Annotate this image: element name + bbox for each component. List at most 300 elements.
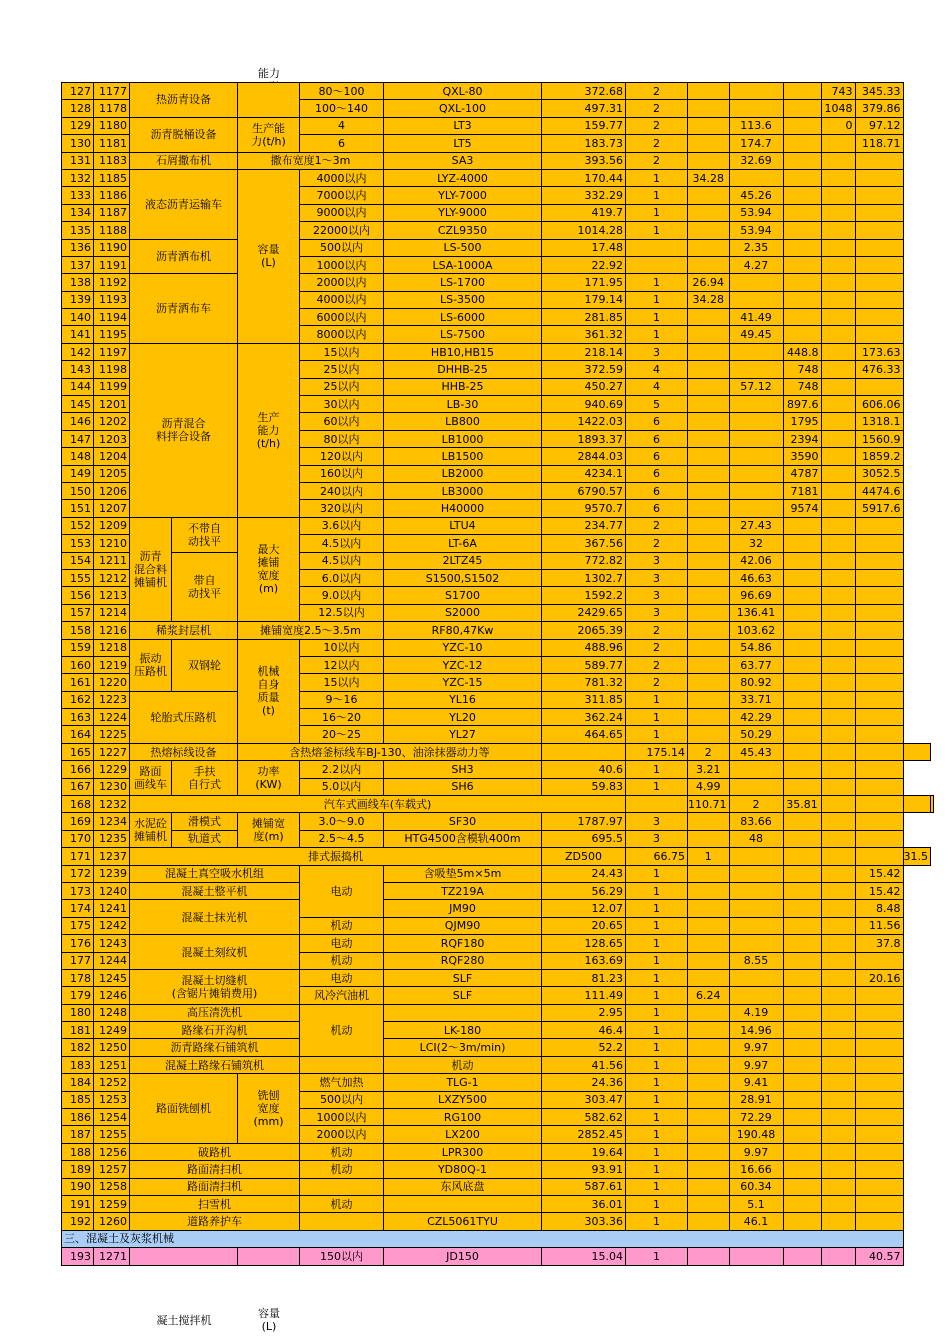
- value-c3: [783, 1004, 821, 1021]
- model-cell: TLG-1: [384, 1074, 542, 1091]
- value-c4: [821, 1161, 855, 1178]
- value-c1: [688, 465, 730, 482]
- value-c1: [688, 604, 730, 621]
- value-c3: 9574: [783, 500, 821, 517]
- count-cell: 1: [626, 326, 688, 343]
- spec-cell: 25以内: [300, 378, 384, 395]
- value-c1: [688, 552, 730, 569]
- value-c2: 28.91: [729, 1091, 783, 1108]
- spec-cell: [300, 1056, 384, 1073]
- row-seq: 167: [62, 778, 94, 795]
- value-c1: [688, 326, 730, 343]
- value-c3: 7181: [783, 482, 821, 499]
- value-c5: 118.71: [855, 135, 903, 152]
- price-cell: 2844.03: [542, 448, 626, 465]
- value-c2: 42.29: [729, 709, 783, 726]
- row-seq: 191: [62, 1196, 94, 1213]
- spec-cell: 120以内: [300, 448, 384, 465]
- row-seq: 159: [62, 639, 94, 656]
- category-vacuum: 混凝土真空吸水机组: [130, 865, 300, 882]
- value-c2: [729, 778, 783, 795]
- row-code: 1271: [94, 1248, 130, 1265]
- value-c3: [783, 674, 821, 691]
- row-code: 1223: [94, 691, 130, 708]
- category-slurry: 稀浆封层机: [130, 622, 238, 639]
- value-c5: [855, 639, 903, 656]
- row-seq: 186: [62, 1109, 94, 1126]
- value-c5: [855, 1004, 903, 1021]
- model-cell: LT3: [384, 117, 542, 134]
- value-c5: [855, 604, 903, 621]
- value-c4: [821, 309, 855, 326]
- value-c4: [821, 291, 855, 308]
- model-cell: YLY-9000: [384, 204, 542, 221]
- spec-cell: 500以内: [300, 239, 384, 256]
- value-c3: [783, 326, 821, 343]
- value-c2: [729, 987, 783, 1004]
- value-c1: [688, 569, 730, 586]
- value-c3: [783, 935, 821, 952]
- value-c2: [729, 83, 783, 100]
- price-cell: 372.68: [542, 83, 626, 100]
- value-c3: [783, 135, 821, 152]
- count-cell: 1: [626, 882, 688, 899]
- price-cell: 175.14: [626, 743, 688, 760]
- value-c2: 27.43: [729, 517, 783, 534]
- price-cell: 40.6: [542, 761, 626, 778]
- price-cell: 497.31: [542, 100, 626, 117]
- value-c4: [821, 952, 855, 969]
- value-c3: [783, 726, 821, 743]
- value-c2: 113.6: [729, 117, 783, 134]
- value-c2: 80.92: [729, 674, 783, 691]
- value-c2: 96.69: [729, 587, 783, 604]
- model-cell: HTG4500含模轨400m: [384, 830, 542, 847]
- value-c2: [729, 1248, 783, 1265]
- price-cell: 589.77: [542, 656, 626, 673]
- value-c5: [855, 1056, 903, 1073]
- row-code: 1239: [94, 865, 130, 882]
- value-c4: [821, 326, 855, 343]
- value-c3: [783, 274, 821, 291]
- row-seq: 168: [62, 796, 94, 813]
- value-c2: 9.97: [729, 1039, 783, 1056]
- value-c3: [783, 204, 821, 221]
- count-cell: 2: [729, 796, 783, 813]
- value-c2: [729, 761, 783, 778]
- spec-cell: 9000以内: [300, 204, 384, 221]
- model-cell: RQF180: [384, 935, 542, 952]
- price-cell: 2.95: [542, 1004, 626, 1021]
- value-c2: [729, 935, 783, 952]
- category-groover: 混凝土刻纹机: [130, 935, 300, 970]
- value-c2: [729, 291, 783, 308]
- row-seq: 163: [62, 709, 94, 726]
- value-c5: 15.42: [855, 882, 903, 899]
- category-chip-spreader: 石屑撒布机: [130, 152, 238, 169]
- category-power-kw: 功率 (KW): [238, 761, 300, 796]
- value-c2: [729, 482, 783, 499]
- table-row: [62, 761, 934, 778]
- value-c3: [783, 152, 821, 169]
- value-c5: [855, 813, 903, 830]
- price-cell: 179.14: [542, 291, 626, 308]
- category-tyre-roller: 轮胎式压路机: [130, 691, 238, 743]
- value-c3: [783, 1161, 821, 1178]
- value-c4: [821, 413, 855, 430]
- value-c1: 34.28: [688, 169, 730, 186]
- value-c5: [855, 726, 903, 743]
- model-cell: LB800: [384, 413, 542, 430]
- category-paver: 沥青 混合料 摊铺机: [130, 517, 172, 621]
- price-cell: 66.75: [626, 848, 688, 865]
- value-c1: [688, 1074, 730, 1091]
- spec-cell: 2.5～4.5: [300, 830, 384, 847]
- spec-cell: 电动: [300, 969, 384, 986]
- value-c3: 748: [783, 361, 821, 378]
- row-code: 1197: [94, 343, 130, 360]
- category-sprinkler2: 沥青洒布车: [130, 274, 238, 344]
- row-code: 1195: [94, 326, 130, 343]
- model-cell: YD80Q-1: [384, 1161, 542, 1178]
- row-seq: 130: [62, 135, 94, 152]
- model-cell: LX200: [384, 1126, 542, 1143]
- category-leveler: 混凝土整平机: [130, 882, 300, 899]
- value-c3: 3590: [783, 448, 821, 465]
- row-code: 1188: [94, 222, 130, 239]
- spec-cell: 6.0以内: [300, 569, 384, 586]
- value-c1: [688, 656, 730, 673]
- price-cell: 587.61: [542, 1178, 626, 1195]
- row-seq: 152: [62, 517, 94, 534]
- value-c4: [821, 935, 855, 952]
- row-code: 1193: [94, 291, 130, 308]
- category-vib-roller: 振动 压路机: [130, 639, 172, 691]
- row-seq: 153: [62, 535, 94, 552]
- value-c3: [783, 1213, 821, 1230]
- price-cell: 22.92: [542, 256, 626, 273]
- value-c1: [688, 1143, 730, 1160]
- row-seq: 136: [62, 239, 94, 256]
- value-c1: [688, 1091, 730, 1108]
- row-code: 1260: [94, 1213, 130, 1230]
- value-c5: 5917.6: [855, 500, 903, 517]
- value-c1: [688, 378, 730, 395]
- value-c3: [783, 778, 821, 795]
- table-row: [62, 691, 934, 708]
- model-cell: [542, 743, 626, 760]
- value-c4: [821, 343, 855, 360]
- spec-cell: 12.5以内: [300, 604, 384, 621]
- category-double-drum: 双钢轮: [172, 639, 238, 691]
- row-code: 1191: [94, 256, 130, 273]
- value-c4: [821, 1022, 855, 1039]
- model-cell: S2000: [384, 604, 542, 621]
- category-capacity-L: 容量 (L): [238, 169, 300, 343]
- value-c5: [855, 535, 903, 552]
- value-c3: [783, 709, 821, 726]
- value-c1: [688, 413, 730, 430]
- category-rail-type: 轨道式: [172, 830, 238, 847]
- value-c2: 46.63: [729, 569, 783, 586]
- row-seq: 160: [62, 656, 94, 673]
- value-c4: [821, 222, 855, 239]
- value-c3: 2394: [783, 430, 821, 447]
- price-cell: 24.43: [542, 865, 626, 882]
- value-c1: [688, 1126, 730, 1143]
- value-c5: [855, 830, 903, 847]
- spec-cell: 25以内: [300, 361, 384, 378]
- value-c1: [688, 1161, 730, 1178]
- category-milling: 路面铣刨机: [130, 1074, 238, 1144]
- value-c3: 1795: [783, 413, 821, 430]
- price-cell: 81.23: [542, 969, 626, 986]
- spec-cell: 8000以内: [300, 326, 384, 343]
- value-c2: 2.35: [729, 239, 783, 256]
- count-cell: 2: [626, 639, 688, 656]
- model-cell: DHHB-25: [384, 361, 542, 378]
- value-c1: 3.21: [688, 761, 730, 778]
- row-seq: 171: [62, 848, 94, 865]
- value-c5: [855, 256, 903, 273]
- price-cell: 1592.2: [542, 587, 626, 604]
- value-c2: 136.41: [729, 604, 783, 621]
- value-c2: 9.41: [729, 1074, 783, 1091]
- count-cell: 1: [626, 709, 688, 726]
- value-c4: [821, 274, 855, 291]
- row-seq: 164: [62, 726, 94, 743]
- price-cell: 1422.03: [542, 413, 626, 430]
- category-with-auto: 带自 动找平: [172, 552, 238, 622]
- row-code: 1230: [94, 778, 130, 795]
- spec-cell: 含热熔釜标线车BJ-130、油涂抹器动力等: [238, 743, 542, 760]
- row-seq: 143: [62, 361, 94, 378]
- value-c4: [821, 1126, 855, 1143]
- table-row: [62, 743, 934, 760]
- model-cell: QXL-80: [384, 83, 542, 100]
- price-cell: 1787.97: [542, 813, 626, 830]
- value-c5: [855, 222, 903, 239]
- value-c4: [821, 1004, 855, 1021]
- row-seq: 187: [62, 1126, 94, 1143]
- table-row: [62, 1213, 934, 1230]
- section-title: 三、混凝土及灰浆机械: [62, 1230, 904, 1247]
- count-cell: 5: [626, 396, 688, 413]
- value-c5: 3052.5: [855, 465, 903, 482]
- header-capacity-label: 能力: [258, 67, 280, 80]
- value-c4: [821, 639, 855, 656]
- model-cell: LB1000: [384, 430, 542, 447]
- row-seq: 182: [62, 1039, 94, 1056]
- spec-cell: 9.0以内: [300, 587, 384, 604]
- value-c3: [821, 848, 855, 865]
- spec-cell: 3.0～9.0: [300, 813, 384, 830]
- price-cell: 393.56: [542, 152, 626, 169]
- value-c3: [783, 587, 821, 604]
- value-c2: 174.7: [729, 135, 783, 152]
- value-c5: 345.33: [855, 83, 903, 100]
- value-c2: 41.49: [729, 309, 783, 326]
- value-c3: [855, 796, 903, 813]
- value-c4: [821, 1109, 855, 1126]
- value-c5: [855, 1109, 903, 1126]
- spec-cell: 机动: [300, 1196, 384, 1213]
- count-cell: 1: [626, 1178, 688, 1195]
- category-hand-push: 手扶 自行式: [172, 761, 238, 796]
- value-c2: 4.19: [729, 1004, 783, 1021]
- value-c3: [783, 239, 821, 256]
- value-c4: [821, 152, 855, 169]
- value-c1: [688, 622, 730, 639]
- count-cell: 2: [626, 83, 688, 100]
- value-c3: [783, 1109, 821, 1126]
- count-cell: 3: [626, 830, 688, 847]
- value-c5: [855, 378, 903, 395]
- row-code: 1180: [94, 117, 130, 134]
- spec-cell: 机动: [300, 1161, 384, 1178]
- price-cell: 303.47: [542, 1091, 626, 1108]
- spec-cell: 500以内: [300, 1091, 384, 1108]
- row-code: 1232: [94, 796, 130, 813]
- count-cell: 1: [626, 900, 688, 917]
- row-code: 1242: [94, 917, 130, 934]
- model-cell: LB1500: [384, 448, 542, 465]
- value-c2: [729, 465, 783, 482]
- value-c1: 34.28: [688, 291, 730, 308]
- price-cell: 2429.65: [542, 604, 626, 621]
- table-row: [62, 517, 934, 534]
- row-seq: 142: [62, 343, 94, 360]
- value-c5: [855, 169, 903, 186]
- model-cell: RG100: [384, 1109, 542, 1126]
- value-c2: 32.69: [729, 152, 783, 169]
- value-c5: [931, 796, 934, 813]
- value-c1: [688, 1039, 730, 1056]
- spec-cell: 6: [300, 135, 384, 152]
- value-c5: [855, 1126, 903, 1143]
- value-c2: [729, 100, 783, 117]
- value-c1: [688, 691, 730, 708]
- value-c5: [855, 152, 903, 169]
- category-slipform: 滑模式: [172, 813, 238, 830]
- table-row: [62, 239, 934, 256]
- row-seq: 176: [62, 935, 94, 952]
- value-c1: [688, 517, 730, 534]
- row-seq: 161: [62, 674, 94, 691]
- category-barrel-remove: 沥青脱桶设备: [130, 117, 238, 152]
- model-cell: LS-7500: [384, 326, 542, 343]
- price-cell: 20.65: [542, 917, 626, 934]
- row-seq: 162: [62, 691, 94, 708]
- category-trowel: 混凝土抹光机: [130, 900, 300, 935]
- value-c3: [783, 691, 821, 708]
- model-cell: LYZ-4000: [384, 169, 542, 186]
- value-c2: 50.29: [729, 726, 783, 743]
- row-code: 1225: [94, 726, 130, 743]
- value-c4: [821, 361, 855, 378]
- category-sprinkler1: 沥青洒布机: [130, 239, 238, 274]
- count-cell: [626, 239, 688, 256]
- value-c1: [688, 100, 730, 117]
- value-c2: [729, 882, 783, 899]
- value-c5: 31.5: [903, 848, 931, 865]
- table-row: [62, 1004, 934, 1021]
- spec-cell: 16～20: [300, 709, 384, 726]
- row-seq: 170: [62, 830, 94, 847]
- model-cell: 2LTZ45: [384, 552, 542, 569]
- count-cell: 1: [626, 1161, 688, 1178]
- model-cell: LT-6A: [384, 535, 542, 552]
- value-c3: [783, 1248, 821, 1265]
- spec-cell: 150以内: [300, 1248, 384, 1265]
- count-cell: 2: [626, 152, 688, 169]
- value-c5: [855, 569, 903, 586]
- price-cell: 111.49: [542, 987, 626, 1004]
- spec-cell: 4.5以内: [300, 552, 384, 569]
- row-seq: 177: [62, 952, 94, 969]
- value-c2: 4.27: [729, 256, 783, 273]
- table-row: [62, 935, 934, 952]
- value-c1: 45.43: [729, 743, 783, 760]
- price-cell: 171.95: [542, 274, 626, 291]
- value-c2: [729, 900, 783, 917]
- price-cell: 59.83: [542, 778, 626, 795]
- model-cell: SF30: [384, 813, 542, 830]
- model-cell: S1700: [384, 587, 542, 604]
- price-cell: 56.29: [542, 882, 626, 899]
- price-cell: 940.69: [542, 396, 626, 413]
- row-seq: 192: [62, 1213, 94, 1230]
- value-c5: [855, 239, 903, 256]
- row-code: 1178: [94, 100, 130, 117]
- value-c1: [688, 482, 730, 499]
- price-cell: 1893.37: [542, 430, 626, 447]
- value-c1: [688, 1196, 730, 1213]
- price-cell: 110.71: [688, 796, 730, 813]
- price-cell: 4234.1: [542, 465, 626, 482]
- row-code: 1190: [94, 239, 130, 256]
- empty-cell: [130, 1248, 238, 1265]
- value-c5: [855, 1074, 903, 1091]
- price-cell: 93.91: [542, 1161, 626, 1178]
- value-c4: [821, 204, 855, 221]
- value-c5: [855, 1091, 903, 1108]
- spec-cell: [300, 1213, 384, 1230]
- count-cell: 1: [626, 1213, 688, 1230]
- value-c2: 16.66: [729, 1161, 783, 1178]
- category-liquid-truck: 液态沥青运输车: [130, 169, 238, 239]
- row-seq: 144: [62, 378, 94, 395]
- model-cell: 东风底盘: [384, 1178, 542, 1195]
- value-c2: 9.97: [729, 1143, 783, 1160]
- category-motor: 机动: [300, 1004, 384, 1056]
- value-c3: [783, 604, 821, 621]
- price-cell: 695.5: [542, 830, 626, 847]
- value-c3: [783, 1039, 821, 1056]
- count-cell: 6: [626, 500, 688, 517]
- row-code: 1199: [94, 378, 130, 395]
- value-c5: [855, 187, 903, 204]
- value-c1: [688, 1056, 730, 1073]
- row-seq: 131: [62, 152, 94, 169]
- spec-cell: [300, 1178, 384, 1195]
- category-no-auto: 不带自 动找平: [172, 517, 238, 552]
- value-c4: [821, 256, 855, 273]
- value-c3: [783, 552, 821, 569]
- table-row: [62, 1248, 934, 1265]
- value-c4: [821, 396, 855, 413]
- model-cell: HB10,HB15: [384, 343, 542, 360]
